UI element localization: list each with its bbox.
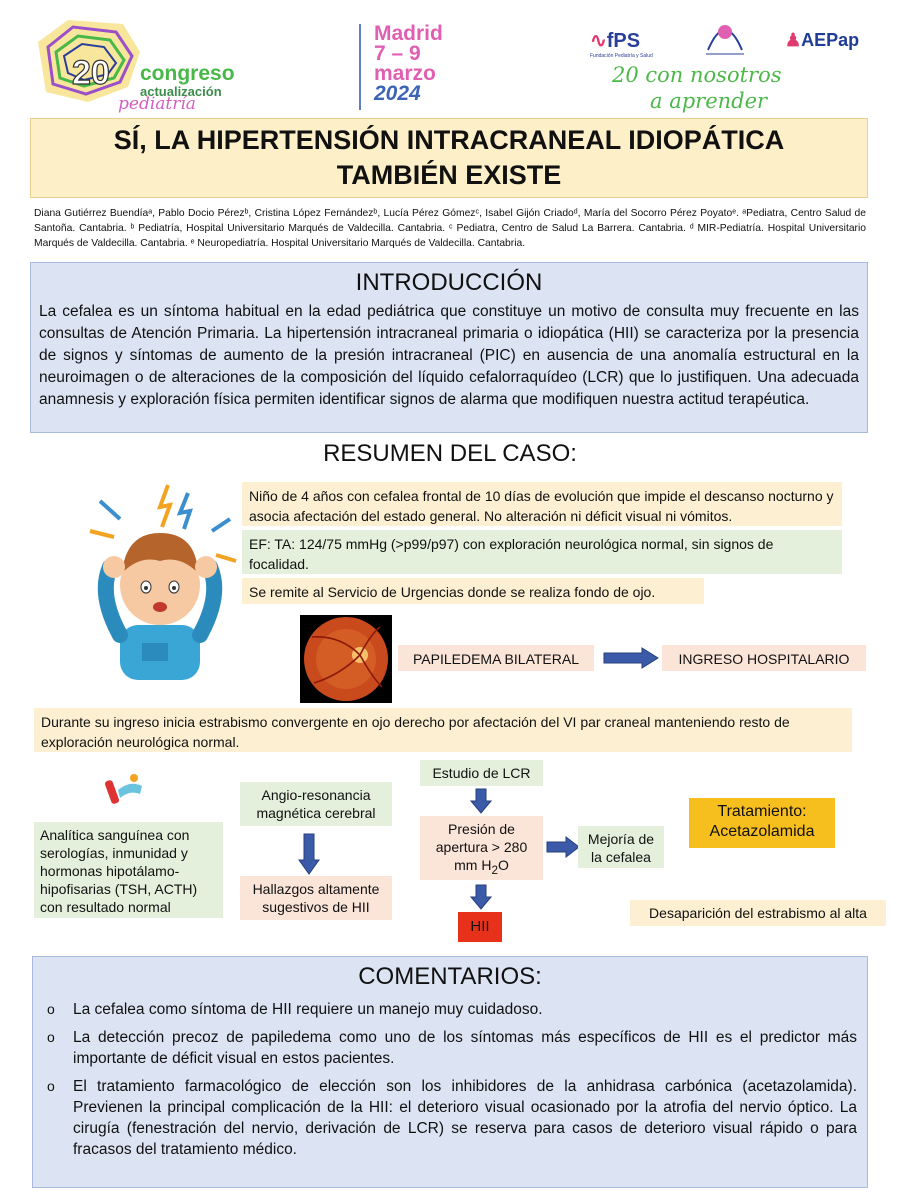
blood-test-icon [104,772,148,808]
introduction-section [30,262,868,433]
event-month: marzo [374,62,436,85]
pediatria-word: pediatría [118,94,196,114]
arrow-down-icon [298,832,320,876]
poster-header [0,0,900,118]
introduction-text: La cefalea es un síntoma habitual en la edad pediátrica que constituye un motivo de consulta muy frecuente en las consultas de Atención Primaria. La hipertensión intracraneal primaria o idiopática (HII) se caracteriza por la presencia de signos y síntomas de aumento de la presión intracraneal (PIC) en ausencia de una anomalía estructural en la neuroimagen o de alteraciones de la composición del líquido cefalorraquídeo (LCR) que lo justifiquen. Una adecuada anamnesis y exploración física permiten identificar signos de alarma que modifiquen nuestra actitud terapéutica. [39,303,859,408]
fundus-photo [300,615,392,703]
slogan-line2: a aprender [650,89,768,113]
slogan-line1: 20 con nosotros [612,63,782,87]
bullet-marker: o [47,1029,55,1045]
fps-logo-subtitle: Fundación Pediatría y Salud [590,53,653,59]
comments-list [43,999,857,1160]
introduction-heading: INTRODUCCIÓN [355,269,543,296]
arrow-down-icon [470,788,492,814]
header-divider [359,24,361,110]
arrow-right-icon [546,836,580,858]
findings-box: Hallazgos altamente sugestivos de HII [240,876,392,920]
comment-text: La cefalea como síntoma de HII requiere un manejo muy cuidadoso. [73,1001,543,1018]
bullet-marker: o [47,1078,55,1094]
papilledema-box: PAPILEDEMA BILATERAL [398,645,594,671]
poster-title-box [30,118,868,198]
comments-heading: COMENTARIOS: [358,963,542,990]
poster-title: SÍ, LA HIPERTENSIÓN INTRACRANEAL IDIOPÁTICA TAMBIÉN EXISTE [113,125,785,190]
congress-20-logo [28,12,148,107]
list-item [43,1076,857,1160]
event-dates: 7 – 9 [374,42,421,65]
actualizacion-word: actualización [140,84,222,99]
opening-pressure-text: Presión de apertura > 280 mm H [435,821,528,873]
opening-pressure-unit: O [497,857,509,873]
opening-pressure-box [420,816,543,880]
list-item [43,1027,857,1069]
society-emblem-icon [700,10,750,60]
csf-study-box: Estudio de LCR [420,760,543,786]
case-note-exam: EF: TA: 124/75 mmHg (>p99/p97) con exploración neurológica normal, sin signos de focalidad. [242,530,842,574]
child-headache-illustration [80,475,240,695]
arrow-right-icon [602,647,660,669]
bullet-marker: o [47,1001,55,1017]
strabismus-resolved-box: Desaparición del estrabismo al alta [630,900,886,926]
event-place-date [374,24,454,104]
treatment-box: Tratamiento: Acetazolamida [689,798,835,848]
lab-results-box: Analítica sanguínea con serologías, inmunidad y hormonas hipotálamo-hipofisarias (TSH, ACTH) con resultado normal [34,822,223,918]
authors-affiliations: Diana Gutiérrez Buendíaᵃ, Pablo Docio Pérezᵇ, Cristina López Fernándezᵇ, Lucía Pérez Gómezᶜ, Isabel Gijón Criadoᵈ, María del Socorro Pérez Poyatoᵉ. ᵃPediatra, Centro Salud de Santoña. Cantabria. ᵇ Pediatría, Hospital Universitario Marqués de Valdecilla. Cantabria. ᶜ Pediatra, Centro de Salud La Barrera. Cantabria. ᵈ MIR-Pediatría. Hospital Universitario Marqués de Valdecilla. Cantabria. ᵉ Neuropediatría. Hospital Universitario Marqués de Valdecilla. Cantabria. [34,208,866,249]
mri-box: Angio-resonancia magnética cerebral [240,782,392,826]
strabismus-note: Durante su ingreso inicia estrabismo convergente en ojo derecho por afectación del VI par craneal manteniendo resto de exploración neurológica normal. [34,708,852,752]
case-heading: RESUMEN DEL CASO: [323,440,577,467]
comment-text: El tratamiento farmacológico de elección son los inhibidores de la anhidrasa carbónica (acetazolamida). Previenen la principal complicación de la HII: el deterioro visual ocasionado por la atrofia del nervio óptico. La cirugía (fenestración del nervio, derivación de LCR) se reserva para casos de deterioro visual rápido o para fracasos del tratamiento médico. [73,1078,857,1158]
aepap-logo: ♟AEPap [785,30,860,50]
comment-text: La detección precoz de papiledema como uno de los síntomas más específicos de HII es el predictor más importante de déficit visual en estos pacientes. [73,1029,857,1067]
aepap-logo-text: AEPap [801,30,860,50]
congress-word: congreso [140,62,235,85]
admission-box: INGRESO HOSPITALARIO [662,645,866,671]
list-item [43,999,857,1020]
fps-logo-text: fPS [606,30,641,52]
slogan [612,62,782,114]
case-note-presentation: Niño de 4 años con cefalea frontal de 10 días de evolución que impide el descanso nocturno y asocia afectación del estado general. No alteración ni déficit visual ni vómitos. [242,482,842,526]
opening-pressure-subscript: 2 [491,863,498,877]
improvement-box: Mejoría de la cefalea [578,826,664,868]
hii-diagnosis-box: HII [458,912,502,942]
arrow-down-icon [470,884,492,910]
fps-logo: ∿fPS Fundación Pediatría y Salud [590,30,653,59]
event-year: 2024 [374,82,421,105]
comments-section [32,956,868,1188]
event-city: Madrid [374,22,443,45]
case-note-referral: Se remite al Servicio de Urgencias donde se realiza fondo de ojo. [242,578,704,604]
logo-number: 20 [72,54,110,92]
